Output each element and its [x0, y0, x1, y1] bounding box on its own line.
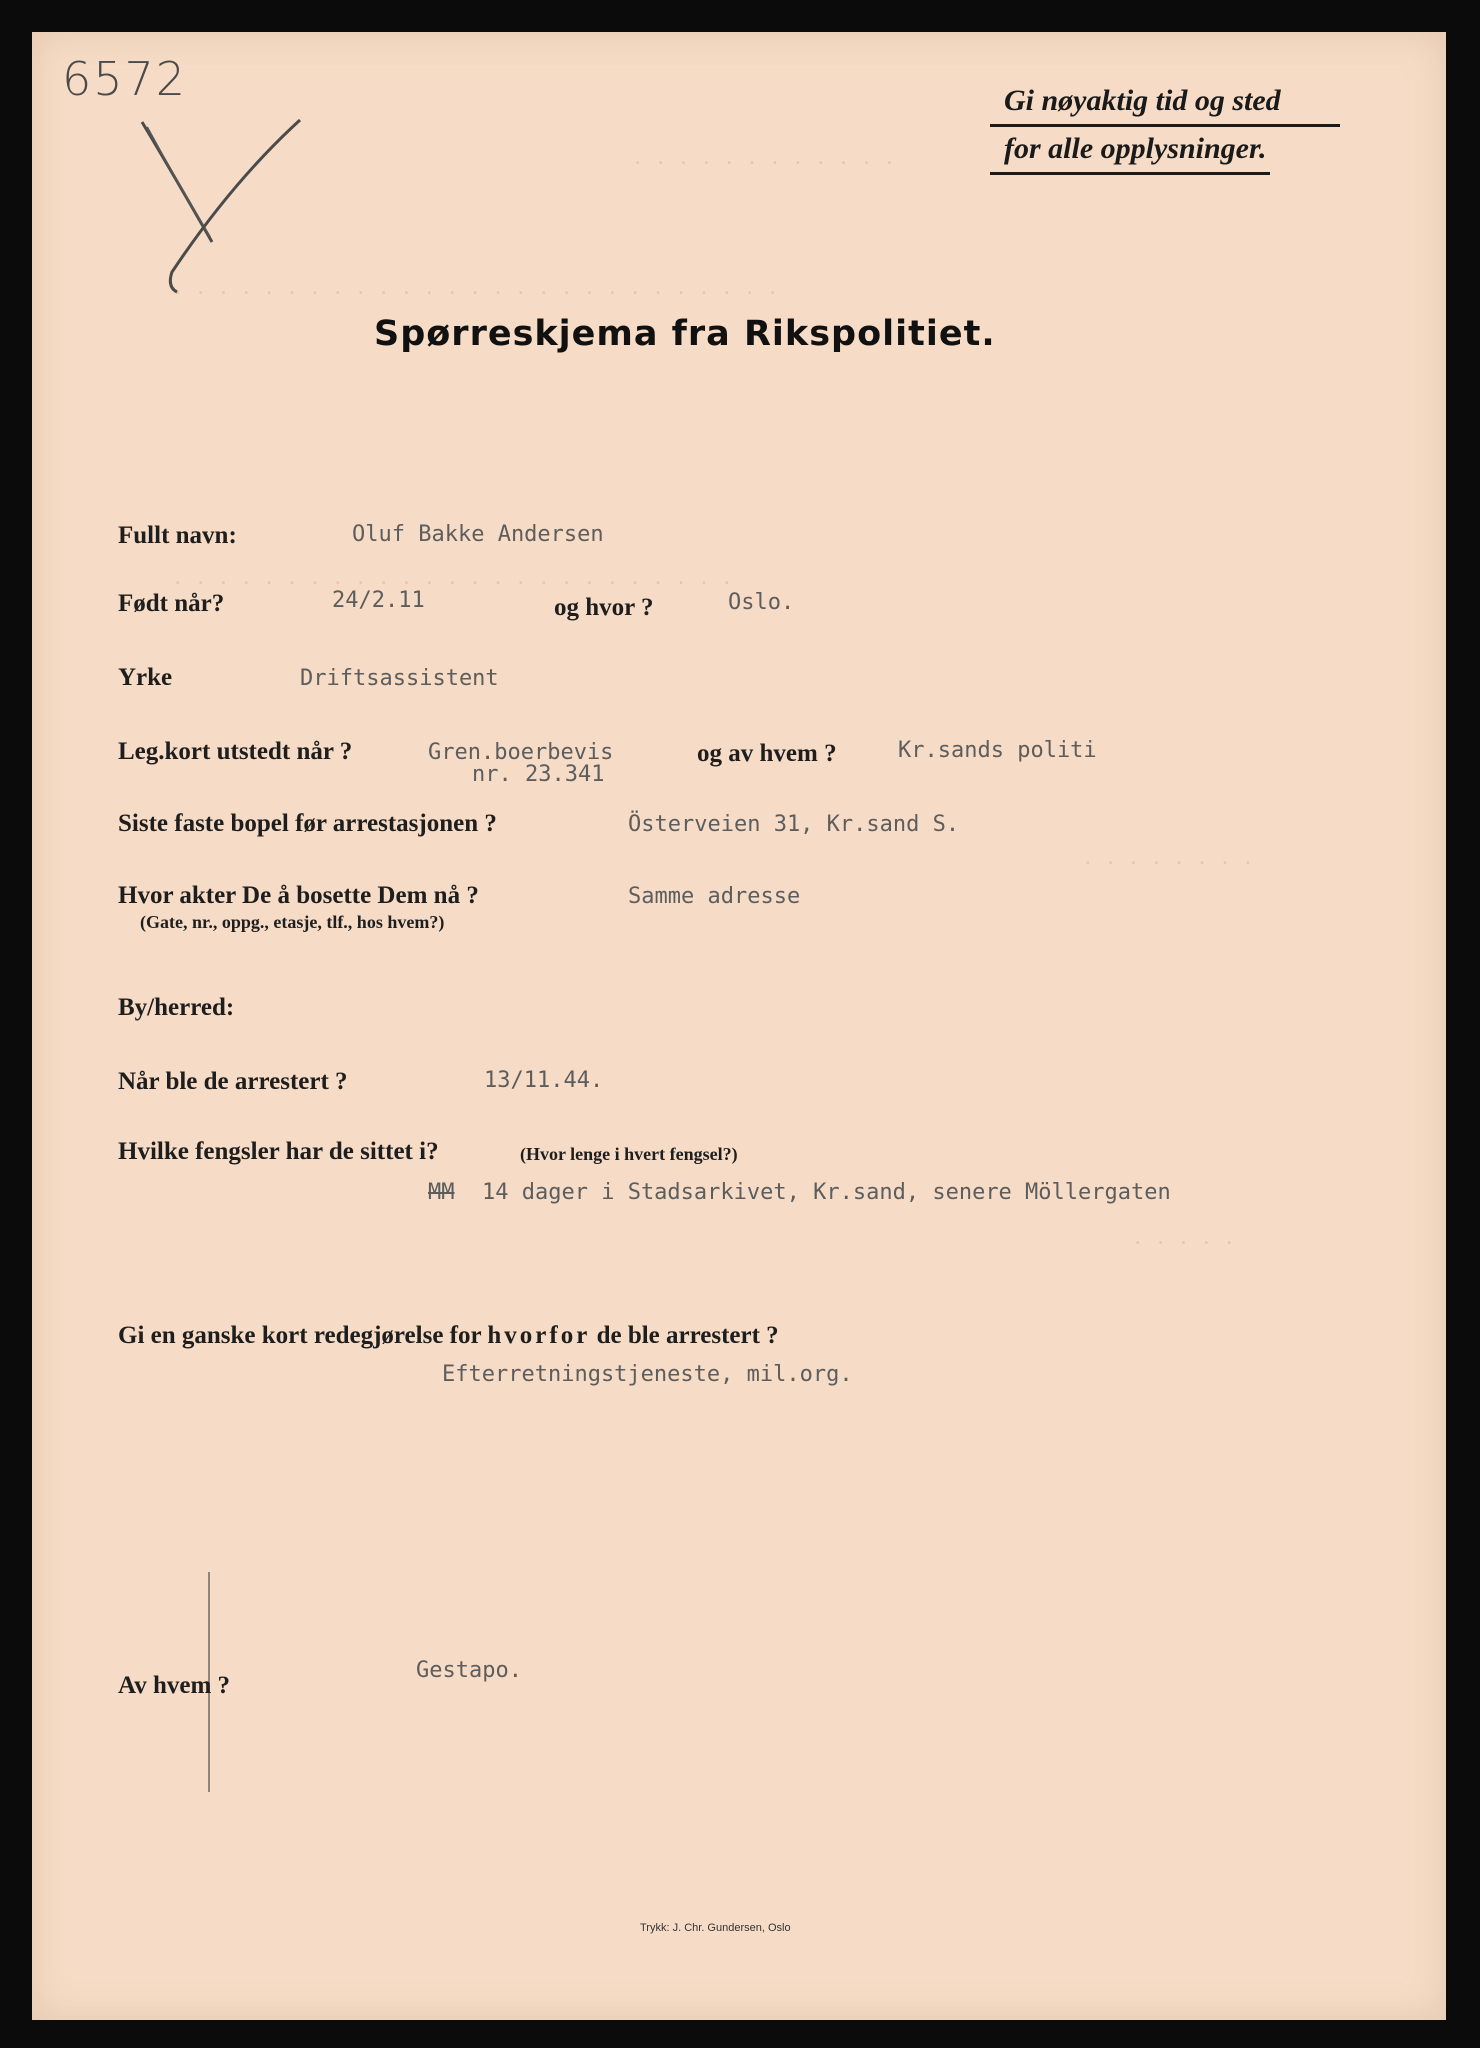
id-issued-label: Leg.kort utstedt når ?	[118, 738, 353, 765]
reason-label-emphasis: hvorfor	[487, 1322, 591, 1349]
prisons-label: Hvilke fengsler har de sittet i?	[118, 1138, 439, 1165]
settle-sublabel: (Gate, nr., oppg., etasje, tlf., hos hvem?)	[140, 912, 445, 932]
header-note-underline-2	[990, 172, 1270, 175]
bleed-through-text: · · · · · · · ·	[1082, 852, 1254, 874]
full-name-value: Oluf Bakke Andersen	[352, 522, 604, 547]
prisons-struck-text: MM	[428, 1180, 455, 1205]
reason-label-end: de ble arrestert ?	[596, 1322, 779, 1349]
bleed-through-text: · · · · · · · · · · · ·	[632, 152, 896, 174]
printer-imprint: Trykk: J. Chr. Gundersen, Oslo	[640, 1922, 791, 1934]
header-note-underline	[990, 124, 1340, 127]
header-note-line1: Gi nøyaktig tid og sted	[1004, 84, 1281, 117]
born-when-label: Født når?	[118, 590, 225, 617]
header-note-line2: for alle opplysninger.	[1004, 132, 1267, 165]
id-issued-value-line1: Gren.boerbevis	[428, 740, 614, 765]
reason-label	[118, 1322, 779, 1350]
settle-label: Hvor akter De å bosette Dem nå ?	[118, 882, 479, 909]
id-issued-by-value: Kr.sands politi	[898, 738, 1097, 763]
full-name-label: Fullt navn:	[118, 522, 237, 549]
last-address-label: Siste faste bopel før arrestasjonen ?	[118, 810, 497, 837]
arrested-when-label: Når ble de arrestert ?	[118, 1068, 348, 1095]
occupation-label: Yrke	[118, 664, 173, 691]
handwritten-number: 6572	[62, 52, 188, 106]
id-issued-value-line2: nr. 23.341	[472, 762, 605, 787]
prisons-value: 14 dager i Stadsarkivet, Kr.sand, senere Möllergaten	[482, 1180, 1171, 1205]
occupation-value: Driftsassistent	[300, 666, 499, 691]
reason-label-start: Gi en ganske kort redegjørelse for	[118, 1322, 482, 1349]
by-whom-value: Gestapo.	[416, 1658, 522, 1683]
born-when-value: 24/2.11	[332, 588, 425, 613]
last-address-value: Österveien 31, Kr.sand S.	[628, 812, 960, 837]
reason-value: Efterretningstjeneste, mil.org.	[442, 1362, 853, 1387]
settle-value: Samme adresse	[628, 884, 801, 909]
arrested-when-value: 13/11.44.	[484, 1068, 604, 1093]
bleed-through-text: · · · · · · · · · · · · · · · · · · · · · · · · ·	[172, 572, 733, 594]
born-where-value: Oslo.	[728, 590, 795, 615]
prisons-sublabel: (Hvor lenge i hvert fengsel?)	[520, 1144, 738, 1164]
bleed-through-text: · · · · ·	[1132, 1232, 1235, 1254]
id-issued-by-label: og av hvem ?	[697, 740, 837, 767]
by-whom-label: Av hvem ?	[118, 1672, 231, 1699]
form-page	[32, 32, 1446, 2020]
municipality-label: By/herred:	[118, 994, 235, 1021]
form-title: Spørreskjema fra Rikspolitiet.	[374, 314, 996, 354]
born-where-label: og hvor ?	[554, 594, 654, 621]
bleed-through-text: · · · · · · · · · · · · · · · · · · · · · · · · · · ·	[172, 282, 779, 304]
